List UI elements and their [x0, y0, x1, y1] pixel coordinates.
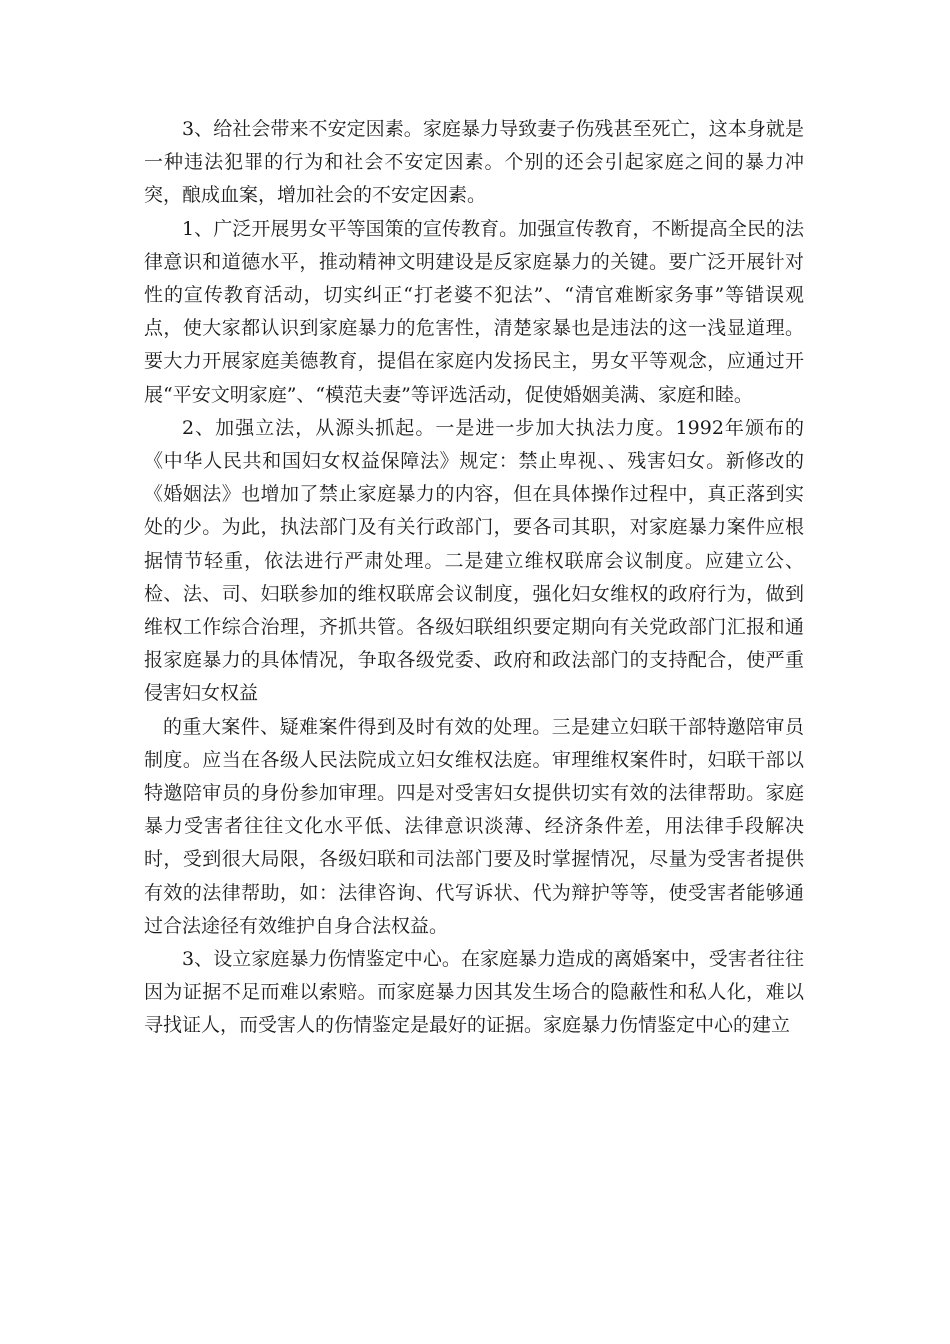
paragraph-legislation: 2、加强立法，从源头抓起。一是进一步加大执法力度。1992年颁布的《中华人民共和国妇女权益保障法》规定：禁止卑视、、残害妇女。新修改的《婚姻法》也增加了禁止家庭暴力的内容，但在具体操作过程中，真正落到实处的少。为此，执法部门及有关行政部门，要各司其职，对家庭暴力案件应根据情节轻重，依法进行严肃处理。二是建立维权联席会议制度。应建立公、检、法、司、妇联参加的维权联席会议制度，强化妇女维权的政府行为，做到维权工作综合治理，齐抓共管。各级妇联组织要定期向有关党政部门汇报和通报家庭暴力的具体情况，争取各级党委、政府和政法部门的支持配合，使严重侵害妇女权益 — [144, 416, 804, 705]
paragraph-injury-assessment-center: 3、设立家庭暴力伤情鉴定中心。在家庭暴力造成的离婚案中，受害者往往因为证据不足而难以索赔。而家庭暴力因其发生场合的隐蔽性和私人化，难以寻找证人，而受害人的伤情鉴定是最好的证据。家庭暴力伤情鉴定中心的建立 — [144, 948, 804, 1037]
document-page — [144, 113, 804, 1043]
paragraph-social-instability: 3、给社会带来不安定因素。家庭暴力导致妻子伤残甚至死亡，这本身就是一种违法犯罪的行为和社会不安定因素。个别的还会引起家庭之间的暴力冲突，酿成血案，增加社会的不安定因素。 — [144, 118, 804, 207]
paragraph-equality-education: 1、广泛开展男女平等国策的宣传教育。加强宣传教育，不断提高全民的法律意识和道德水平，推动精神文明建设是反家庭暴力的关键。要广泛开展针对性的宣传教育活动，切实纠正“打老婆不犯法”、“清官难断家务事”等错误观点，使大家都认识到家庭暴力的危害性，清楚家暴也是违法的这一浅显道理。要大力开展家庭美德教育，提倡在家庭内发扬民主，男女平等观念，应通过开展“平安文明家庭”、“模范夫妻”等评选活动，促使婚姻美满、家庭和睦。 — [144, 217, 804, 406]
paragraph-legislation-continued: 的重大案件、疑难案件得到及时有效的处理。三是建立妇联干部特邀陪审员制度。应当在各级人民法院成立妇女维权法庭。审理维权案件时，妇联干部以特邀陪审员的身份参加审理。四是对受害妇女提供切实有效的法律帮助。家庭暴力受害者往往文化水平低、法律意识淡薄、经济条件差，用法律手段解决时，受到很大局限，各级妇联和司法部门要及时掌握情况，尽量为受害者提供有效的法律帮助，如：法律咨询、代写诉状、代为辩护等等，使受害者能够通过合法途径有效维护自身合法权益。 — [144, 715, 804, 937]
